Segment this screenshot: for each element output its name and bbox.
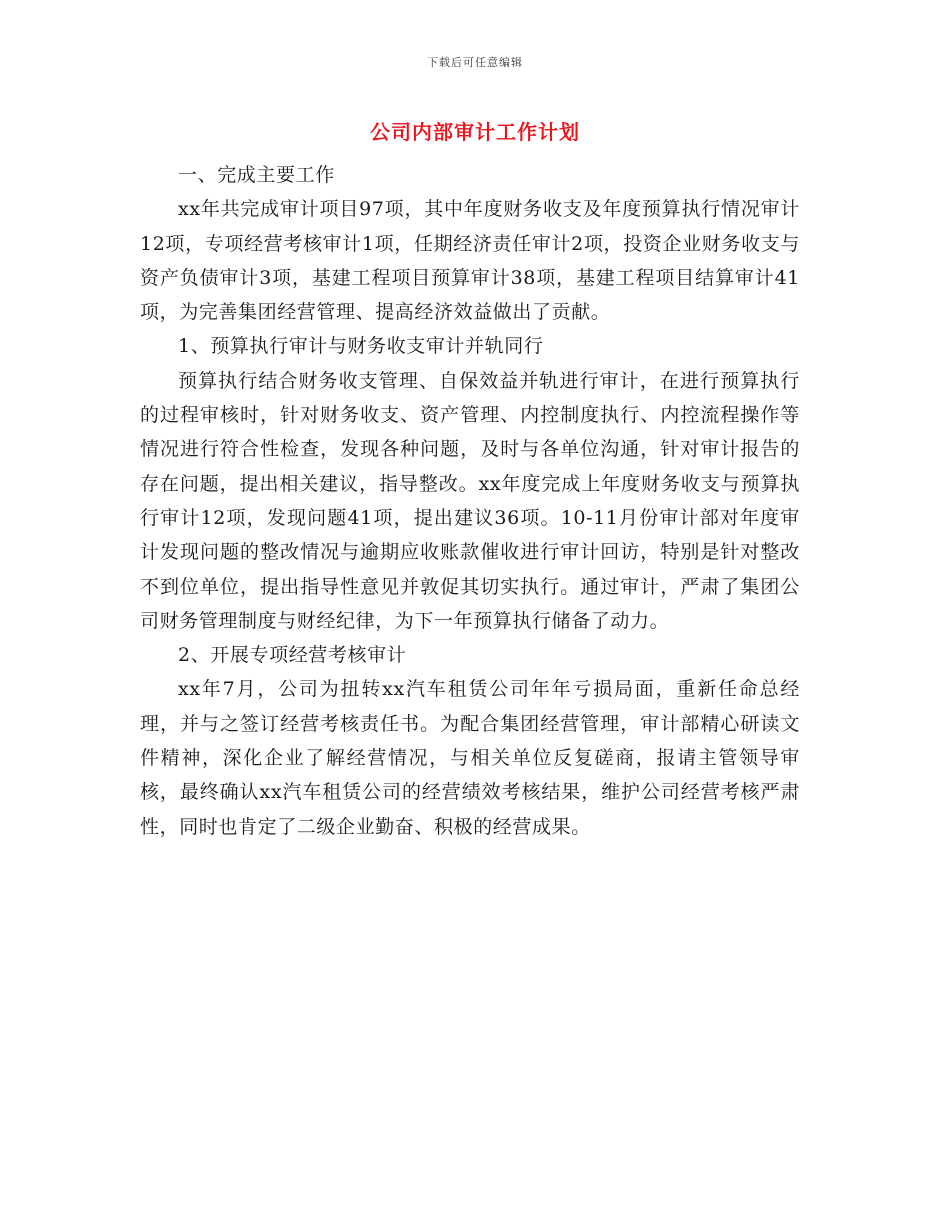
body-paragraph: 预算执行结合财务收支管理、自保效益并轨进行审计，在进行预算执行的过程审核时，针对财务收支、资产管理、内控制度执行、内控流程操作等情况进行符合性检查，发现各种问题，及时与各单位沟通，针对审计报告的存在问题，提出相关建议，指导整改。xx年度完成上年度财务收支与预算执行审计12项，发现问题41项，提出建议36项。10-11月份审计部对年度审计发现问题的整改情况与逾期应收账款催收进行审计回访，特别是针对整改不到位单位，提出指导性意见并敦促其切实执行。通过审计，严肃了集团公司财务管理制度与财经纪律，为下一年预算执行储备了动力。 bbox=[140, 369, 800, 632]
document-title: 公司内部审计工作计划 bbox=[370, 120, 580, 144]
header-note: 下载后可任意编辑 bbox=[427, 56, 523, 69]
body-paragraph: xx年7月，公司为扭转xx汽车租赁公司年年亏损局面，重新任命总经理，并与之签订经营考核责任书。为配合集团经营管理，审计部精心研读文件精神，深化企业了解经营情况，与相关单位反复磋商，报请主管领导审核，最终确认xx汽车租赁公司的经营绩效考核结果，维护公司经营考核严肃性，同时也肯定了二级企业勤奋、积极的经营成果。 bbox=[140, 678, 800, 838]
subsection-heading: 2、开展专项经营考核审计 bbox=[178, 644, 407, 667]
body-paragraph: xx年共完成审计项目97项，其中年度财务收支及年度预算执行情况审计12项，专项经营考核审计1项，任期经济责任审计2项，投资企业财务收支与资产负债审计3项，基建工程项目预算审计38项，基建工程项目结算审计41项，为完善集团经营管理、提高经济效益做出了贡献。 bbox=[140, 198, 800, 324]
subsection-heading: 1、预算执行审计与财务收支审计并轨同行 bbox=[178, 335, 544, 358]
section-heading: 一、完成主要工作 bbox=[178, 164, 335, 186]
document-body bbox=[140, 158, 800, 844]
